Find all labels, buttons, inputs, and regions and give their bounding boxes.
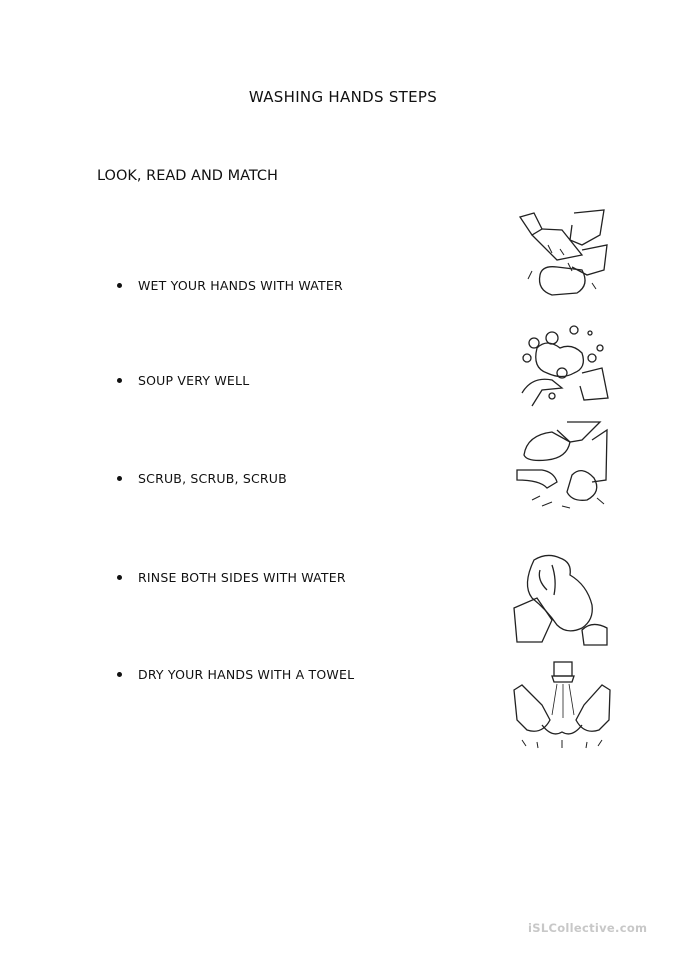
bullet-icon <box>117 672 122 677</box>
step-item <box>117 278 343 293</box>
watermark: iSLCollective.com <box>528 921 648 935</box>
step-item <box>117 570 346 585</box>
instruction-heading: LOOK, READ AND MATCH <box>97 168 278 184</box>
step-text: WET YOUR HANDS WITH WATER <box>138 278 343 293</box>
step-text: SCRUB, SCRUB, SCRUB <box>138 471 287 486</box>
bullet-icon <box>117 476 122 481</box>
page-title: WASHING HANDS STEPS <box>248 88 438 106</box>
bullet-icon <box>117 575 122 580</box>
step-text: SOUP VERY WELL <box>138 373 250 388</box>
hands-with-towel-icon <box>512 550 612 650</box>
hands-under-tap-icon <box>512 205 612 300</box>
bullet-icon <box>117 283 122 288</box>
step-item <box>117 471 287 486</box>
hands-under-water-stream-icon <box>512 660 612 750</box>
soapy-hands-icon <box>512 318 612 408</box>
step-item <box>117 373 249 388</box>
hands-at-faucet-icon <box>512 420 612 512</box>
step-text: RINSE BOTH SIDES WITH WATER <box>138 570 346 585</box>
bullet-icon <box>117 378 122 383</box>
step-item <box>117 667 354 682</box>
step-text: DRY YOUR HANDS WITH A TOWEL <box>138 667 355 682</box>
